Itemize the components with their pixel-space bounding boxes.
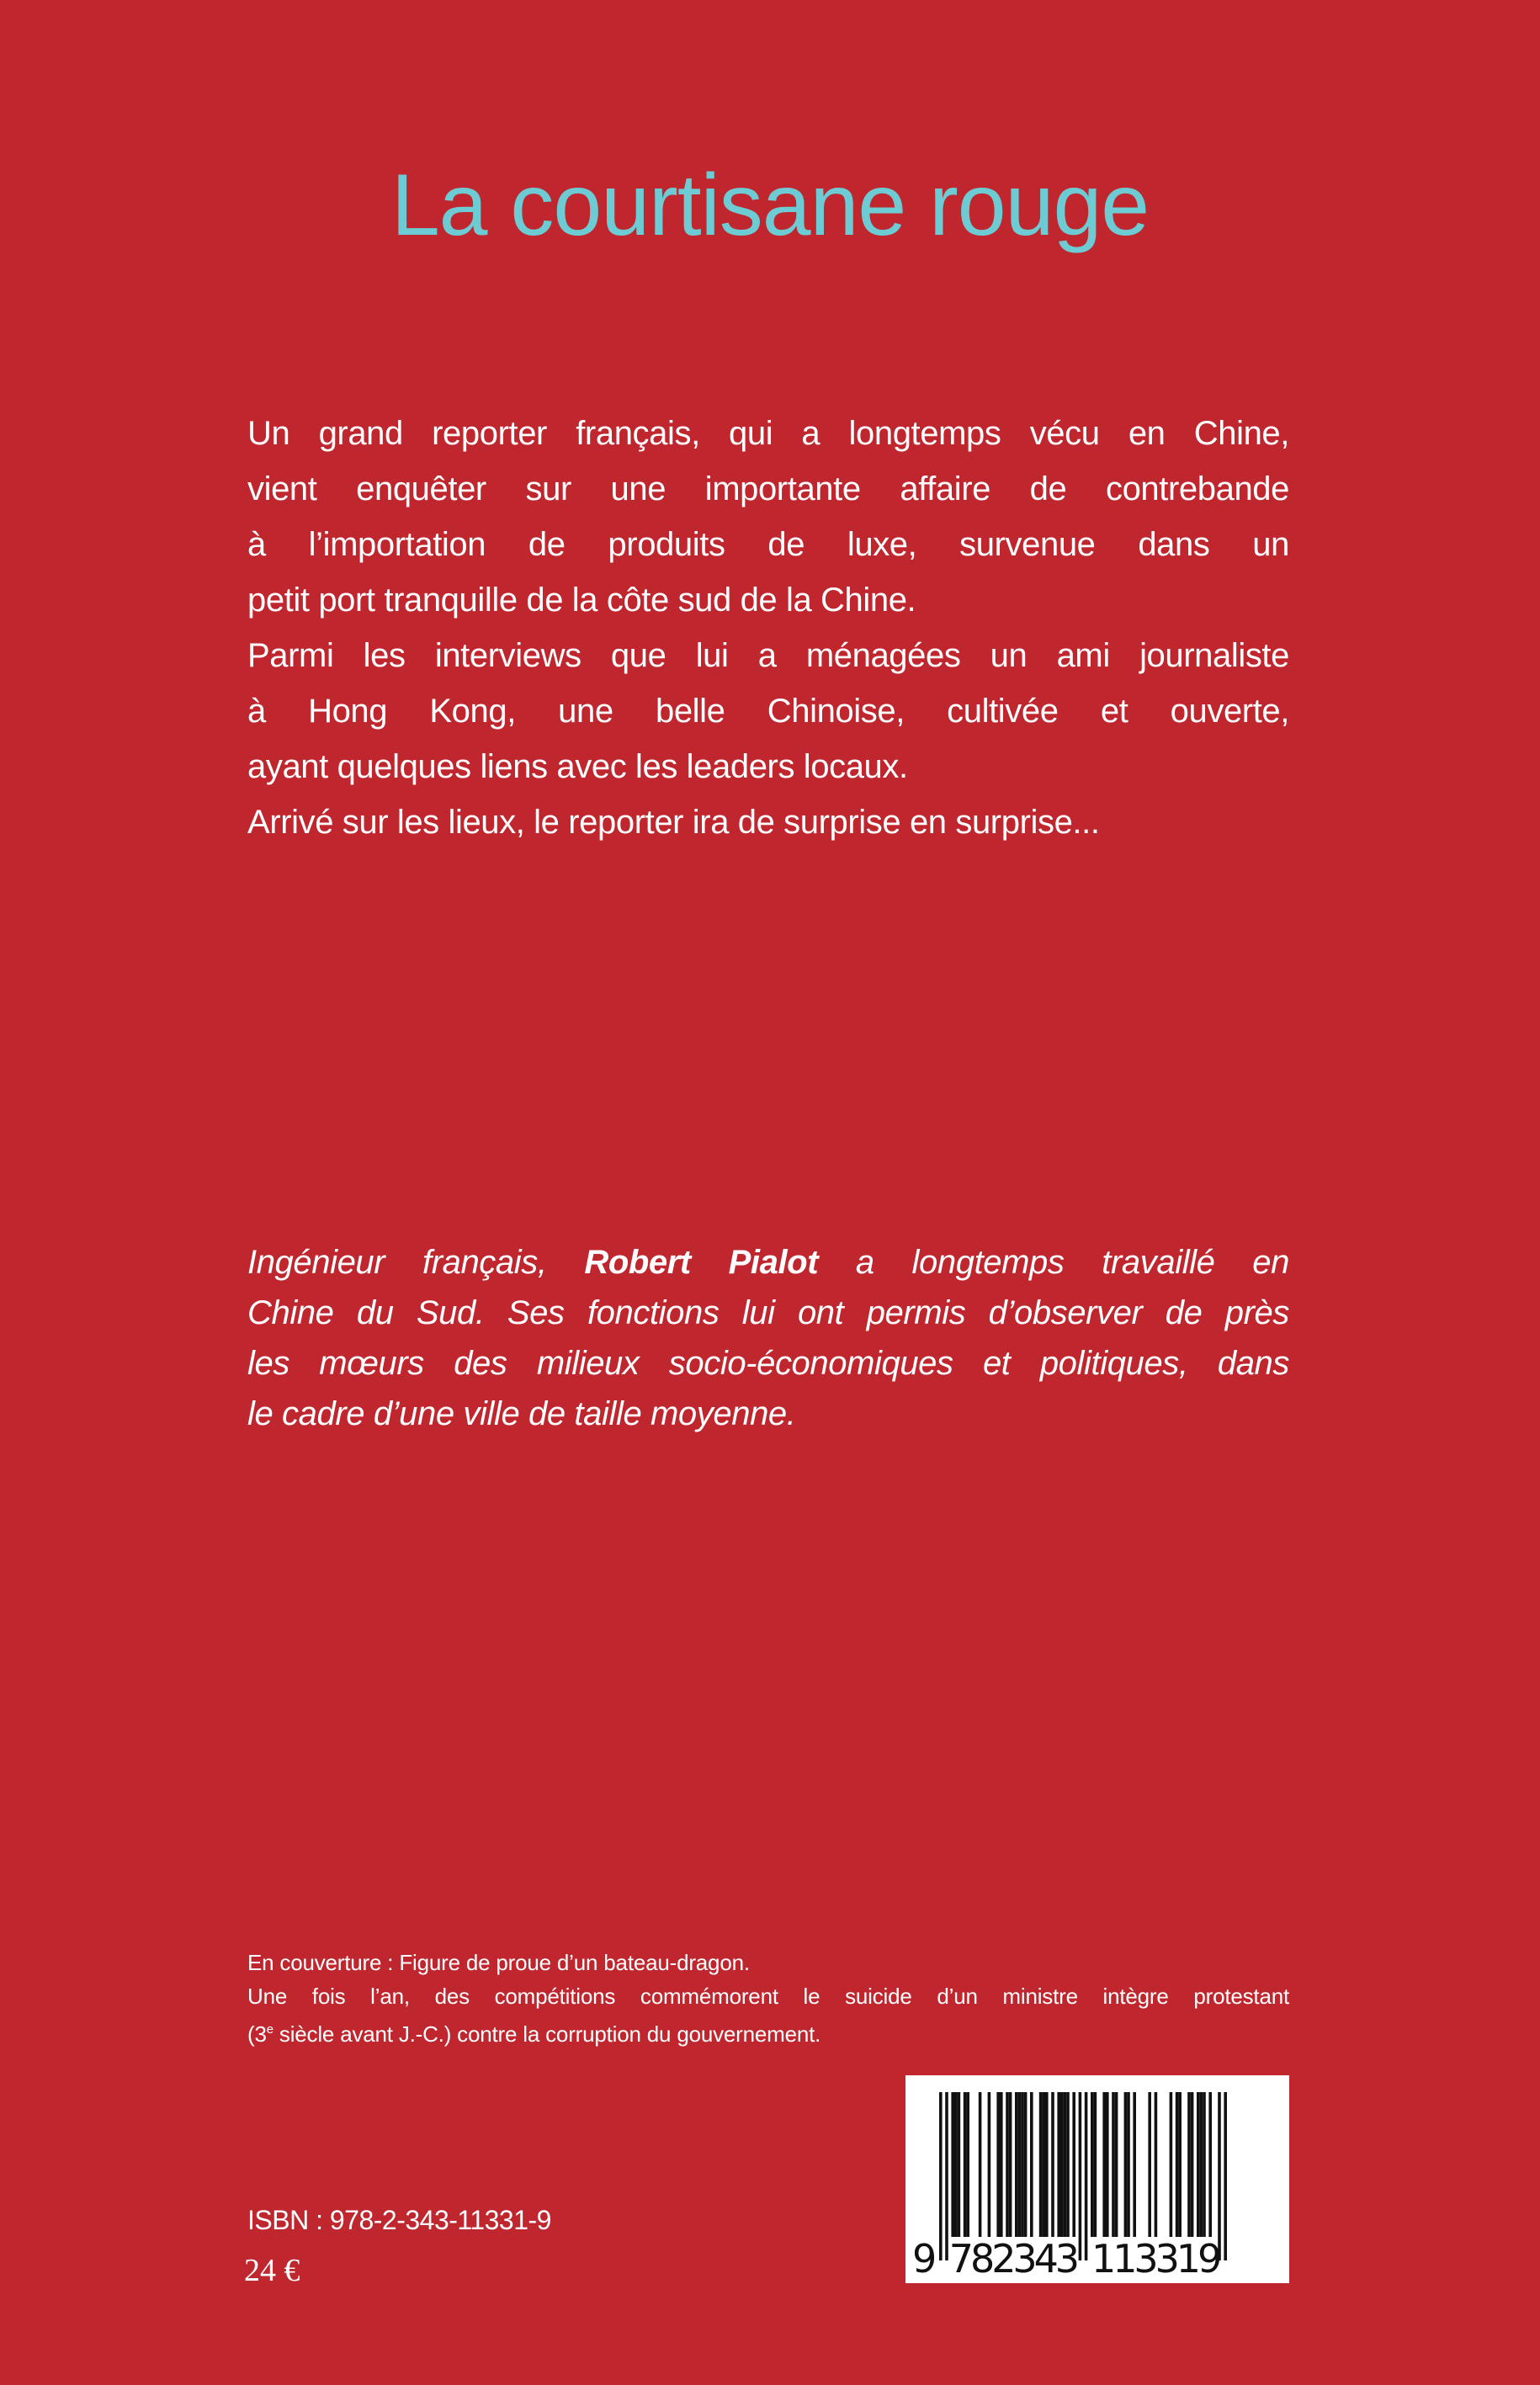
bio-line: le cadre d’une ville de taille moyenne. (247, 1395, 796, 1432)
barcode-bar (1176, 2092, 1179, 2237)
barcode-bar (1006, 2092, 1009, 2237)
cover-credit (247, 1946, 1289, 2051)
barcode-bar (1021, 2092, 1024, 2237)
barcode-bar (1218, 2092, 1221, 2260)
barcode-bar (1112, 2092, 1115, 2237)
barcode-bar (1102, 2092, 1106, 2237)
summary-line: Parmi les interviews que lui a ménagées un ami journaliste (247, 637, 1289, 674)
barcode-bar (1133, 2092, 1136, 2237)
barcode-digits: 4 (1033, 2236, 1059, 2281)
bio-line: les mœurs des milieux socio-économiques et politiques, dans (247, 1345, 1289, 1382)
barcode-bar (1039, 2092, 1043, 2237)
barcode-bar (1170, 2092, 1173, 2237)
barcode-digits: 3 (1155, 2236, 1180, 2281)
barcode-digits: 2 (991, 2236, 1017, 2281)
barcode-digits: 7 (948, 2236, 974, 2281)
barcode-bar (1057, 2092, 1060, 2237)
barcode-bar (1124, 2092, 1128, 2237)
book-summary (247, 406, 1289, 850)
barcode-bar (1127, 2092, 1130, 2237)
barcode-bar (1200, 2092, 1203, 2237)
barcode-bar (951, 2092, 954, 2237)
bio-text: Ingénieur français, (247, 1244, 585, 1281)
barcode-bar (1224, 2092, 1227, 2260)
summary-line: Un grand reporter français, qui a longtemps vécu en Chine, (247, 415, 1289, 452)
summary-line: vient enquêter sur une importante affaire de contrebande (247, 470, 1289, 507)
barcode (905, 2075, 1289, 2283)
summary-line: ayant quelques liens avec les leaders locaux. (247, 748, 908, 785)
summary-line: petit port tranquille de la côte sud de la Chine. (247, 582, 916, 619)
credit-line: Une fois l’an, des compétitions commémorent le suicide d’un ministre intègre protestant (247, 1984, 1289, 2009)
barcode-bar (1024, 2092, 1028, 2237)
bio-line: Chine du Sud. Ses fonctions lui ont permis d’observer de près (247, 1294, 1289, 1331)
author-name: Robert Pialot (584, 1244, 819, 1281)
barcode-digits: 3 (1134, 2236, 1159, 2281)
bio-text: a longtemps travaillé en (818, 1244, 1289, 1281)
barcode-bar (954, 2092, 958, 2237)
barcode-digits: 1 (1113, 2236, 1138, 2281)
isbn: ISBN : 978-2-343-11331-9 (247, 2205, 551, 2235)
bio-line (247, 1237, 1289, 1288)
barcode-bar (996, 2092, 1000, 2237)
barcode-bar (945, 2092, 948, 2260)
barcode-digits: 1 (1091, 2236, 1117, 2281)
barcode-bar (1191, 2092, 1194, 2237)
barcode-bar (1066, 2092, 1070, 2237)
summary-line: à l’importation de produits de luxe, survenue dans un (247, 526, 1289, 563)
barcode-graphic (905, 2075, 1289, 2283)
barcode-bar (1018, 2092, 1022, 2237)
barcode-bar (1072, 2092, 1075, 2237)
barcode-bar (1015, 2092, 1018, 2237)
barcode-bar (1051, 2092, 1054, 2237)
credit-text: (3 (247, 2021, 267, 2047)
summary-line: Arrivé sur les lieux, le reporter ira de surprise en surprise... (247, 804, 1100, 841)
barcode-bar (1115, 2092, 1118, 2237)
barcode-bar (988, 2092, 991, 2237)
barcode-bar (958, 2092, 961, 2237)
barcode-bar (964, 2092, 967, 2237)
barcode-bar (1155, 2092, 1158, 2237)
barcode-bar (1085, 2092, 1088, 2260)
barcode-digits: 1 (1176, 2236, 1202, 2281)
credit-superscript: e (266, 2022, 273, 2037)
barcode-bar (1178, 2092, 1182, 2237)
barcode-bar (1042, 2092, 1045, 2237)
barcode-bar (1000, 2092, 1003, 2237)
barcode-bar (1208, 2092, 1212, 2237)
barcode-digits: 3 (1054, 2236, 1081, 2281)
price: 24 € (244, 2253, 300, 2288)
barcode-bar (1064, 2092, 1067, 2237)
barcode-bar (1030, 2092, 1033, 2237)
barcode-bar (1148, 2092, 1151, 2237)
barcode-bar (1060, 2092, 1064, 2237)
barcode-bar (966, 2092, 969, 2237)
barcode-bar (1045, 2092, 1049, 2237)
barcode-bar (1094, 2092, 1097, 2237)
author-bio (247, 1237, 1289, 1439)
barcode-digits: 8 (970, 2236, 996, 2281)
barcode-bar (939, 2092, 943, 2260)
barcode-bar (1106, 2092, 1109, 2237)
barcode-digits: 3 (1012, 2236, 1038, 2281)
summary-line: à Hong Kong, une belle Chinoise, cultivée et ouverte, (247, 693, 1289, 730)
barcode-bar (1009, 2092, 1012, 2237)
barcode-bar (979, 2092, 982, 2237)
credit-text: siècle avant J.-C.) contre la corruption du gouvernement. (273, 2021, 821, 2047)
credit-line (247, 2013, 1289, 2051)
barcode-bar (1091, 2092, 1094, 2237)
credit-line: En couverture : Figure de proue d’un bateau-dragon. (247, 1950, 750, 1975)
barcode-bar (1197, 2092, 1200, 2237)
barcode-bar (1079, 2092, 1082, 2260)
barcode-digits: 9 (912, 2236, 937, 2281)
book-title: La courtisane rouge (390, 157, 1150, 254)
barcode-bar (1203, 2092, 1206, 2237)
barcode-bar (1187, 2092, 1191, 2237)
barcode-digits: 9 (1197, 2236, 1223, 2281)
